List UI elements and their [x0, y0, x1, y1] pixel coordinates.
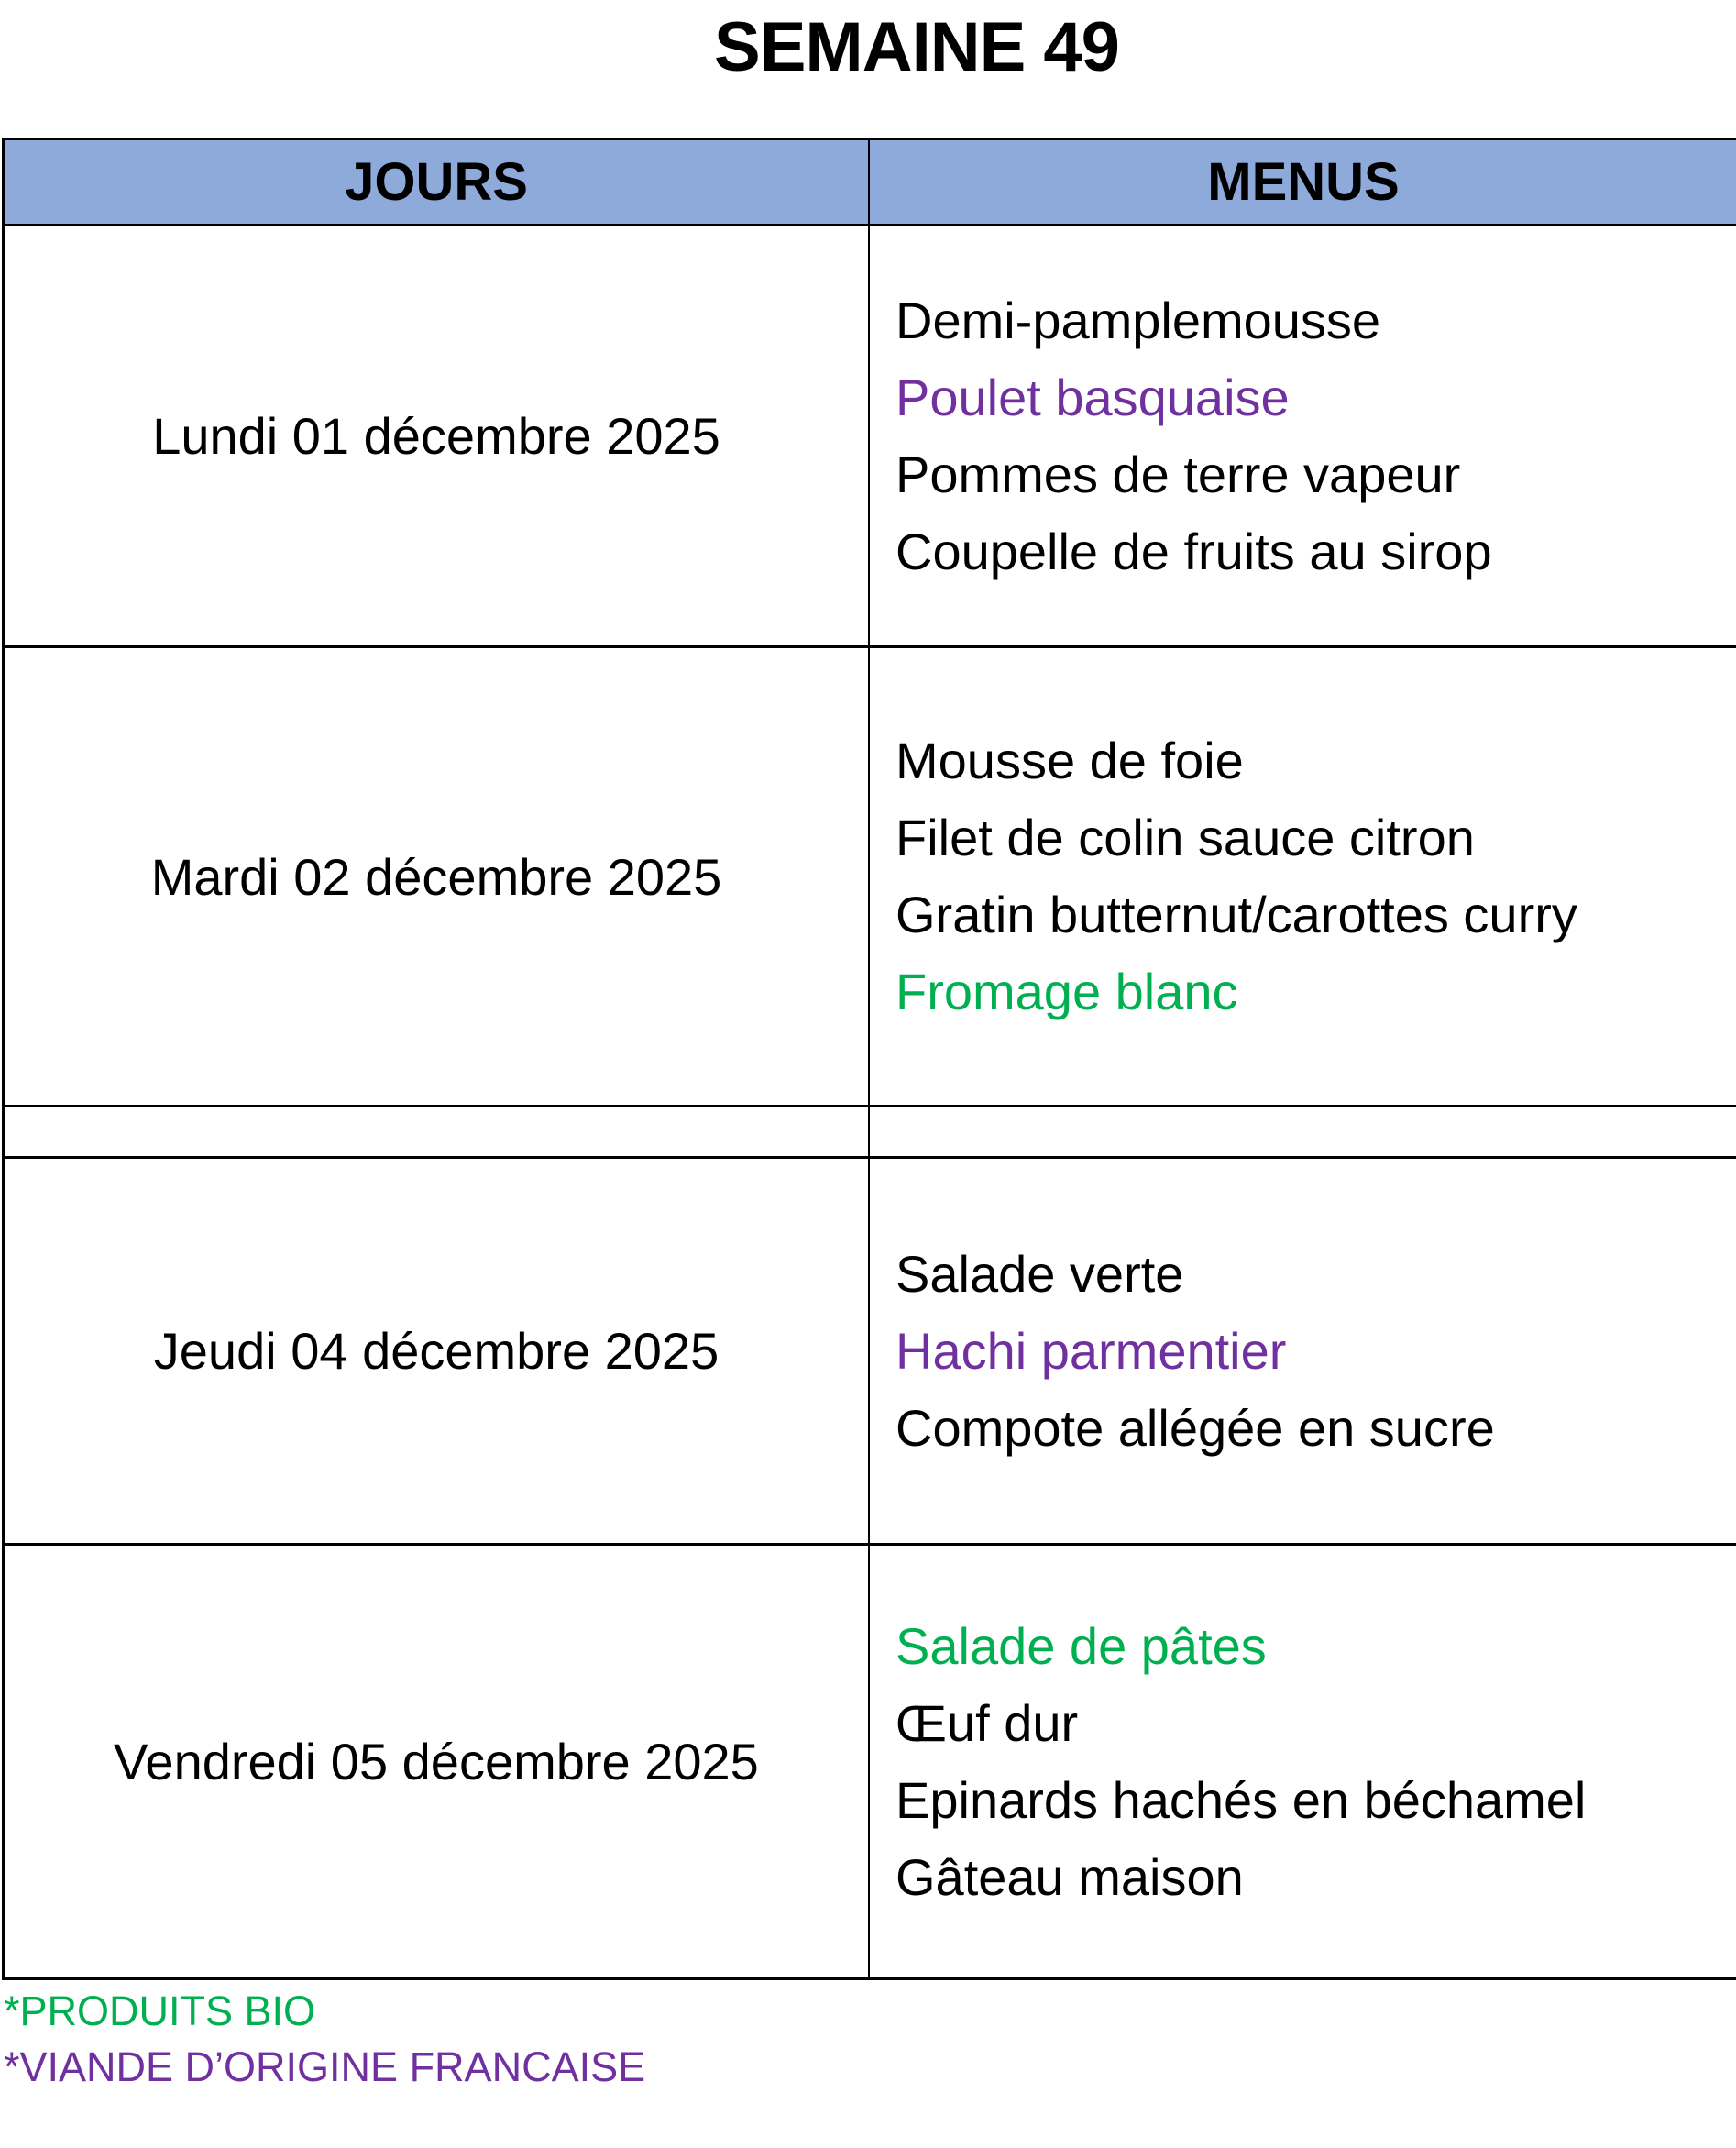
- footnotes: [4, 1983, 645, 2095]
- table-row-jeudi: [5, 1159, 1736, 1546]
- menu-item: Œuf dur: [895, 1693, 1079, 1752]
- menu-item: Demi-pamplemousse: [895, 291, 1381, 349]
- menu-item: Mousse de foie: [895, 732, 1244, 789]
- day-cell: Vendredi 05 décembre 2025: [5, 1546, 870, 1977]
- menu-item: Gratin butternut/carottes curry: [895, 886, 1577, 943]
- menu-item: Gâteau maison: [895, 1847, 1244, 1906]
- menu-cell: [870, 226, 1736, 645]
- table-row-vendredi: [5, 1546, 1736, 1977]
- menu-cell: [870, 1159, 1736, 1543]
- day-cell: Lundi 01 décembre 2025: [5, 226, 870, 645]
- menu-item: Coupelle de fruits au sirop: [895, 522, 1492, 580]
- column-header-jours: JOURS: [5, 140, 870, 224]
- footnote-viande-origine: *VIANDE D’ORIGINE FRANCAISE: [4, 2043, 646, 2090]
- column-header-menus: MENUS: [870, 140, 1736, 224]
- menu-cell: [870, 648, 1736, 1105]
- menu-item: Pommes de terre vapeur: [895, 445, 1461, 503]
- menu-item: Salade de pâtes: [895, 1616, 1267, 1675]
- page-title: SEMAINE 49: [714, 8, 1119, 86]
- day-cell: Jeudi 04 décembre 2025: [5, 1159, 870, 1543]
- day-cell: Mardi 02 décembre 2025: [5, 648, 870, 1105]
- table-header-row: [5, 140, 1736, 226]
- menu-item: Poulet basquaise: [895, 368, 1290, 426]
- menu-item: Epinards hachés en béchamel: [895, 1770, 1587, 1829]
- menu-cell: [870, 1546, 1736, 1977]
- menu-item: Salade verte: [895, 1244, 1184, 1303]
- table-row-mardi: [5, 648, 1736, 1107]
- menu-item: Compote allégée en sucre: [895, 1398, 1495, 1457]
- menu-item: Hachi parmentier: [895, 1321, 1287, 1380]
- table-row-lundi: [5, 226, 1736, 648]
- menu-item: Filet de colin sauce citron: [895, 809, 1475, 866]
- footnote-produits-bio: *PRODUITS BIO: [4, 1988, 316, 2034]
- menu-item: Fromage blanc: [895, 963, 1238, 1020]
- day-cell-empty: [5, 1107, 870, 1156]
- table-row-spacer: [5, 1107, 1736, 1159]
- menu-cell-empty: [870, 1107, 1736, 1156]
- weekly-menu-table: [2, 138, 1736, 1980]
